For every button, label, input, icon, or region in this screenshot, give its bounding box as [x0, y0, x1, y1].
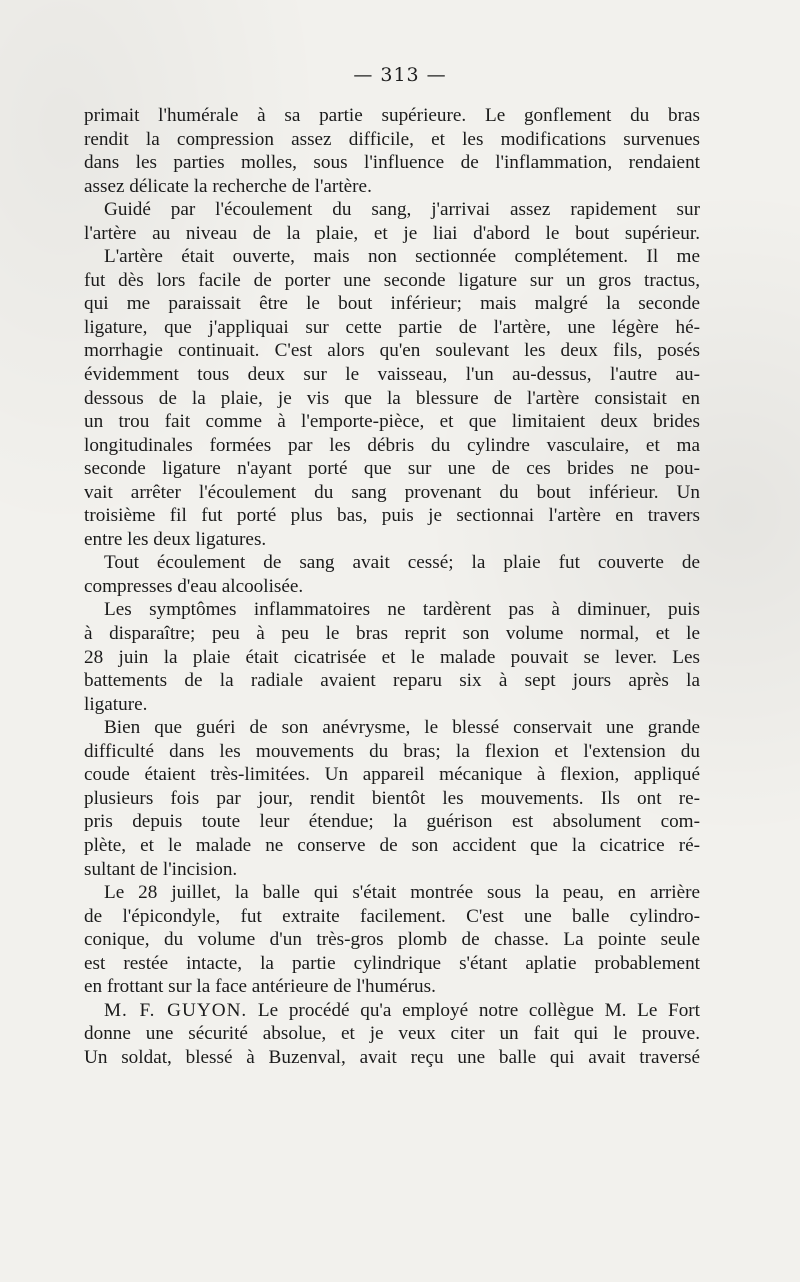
text-line: vait arrêter l'écoulement du sang provenant du bout inférieur. Un [84, 481, 700, 503]
text-line: l'artère au niveau de la plaie, et je liai d'abord le bout supérieur. [84, 222, 700, 244]
page-body-text [84, 104, 700, 1069]
page-number: — 313 — [353, 64, 447, 86]
text-line: à disparaître; peu à peu le bras reprit son volume normal, et le [84, 623, 700, 645]
text-line: Tout écoulement de sang avait cessé; la plaie fut couverte de [104, 552, 700, 574]
text-line: primait l'humérale à sa partie supérieure. Le gonflement du bras [84, 105, 700, 126]
text-line: Bien que guéri de son anévrysme, le blessé conservait une grande [104, 717, 700, 739]
text-line: de l'épicondyle, fut extraite facilement. C'est une balle cylindro- [84, 905, 700, 927]
text-line: Guidé par l'écoulement du sang, j'arrivai assez rapidement sur [104, 199, 700, 221]
text-line: seconde ligature n'ayant porté que sur une de ces brides ne pou- [84, 458, 700, 480]
text-line: est restée intacte, la partie cylindrique s'étant aplatie probablement [84, 952, 700, 974]
text-line: plète, et le malade ne conserve de son accident que la cicatrice ré- [84, 834, 700, 856]
text-line: un trou fait comme à l'emporte-pièce, et que limitaient deux brides [84, 411, 700, 433]
text-line: Le 28 juillet, la balle qui s'était montrée sous la peau, en arrière [104, 882, 700, 904]
text-line: qui me paraissait être le bout inférieur; mais malgré la seconde [84, 293, 700, 315]
text-line: battements de la radiale avaient reparu six à sept jours après la [84, 670, 700, 692]
text-line: fut dès lors facile de porter une seconde ligature sur un gros tractus, [84, 269, 700, 291]
text-line: Un soldat, blessé à Buzenval, avait reçu une balle qui avait traversé [84, 1046, 700, 1068]
text-line: dessous de la plaie, je vis que la blessure de l'artère consistait en [84, 387, 700, 409]
text-line: dans les parties molles, sous l'influence de l'inflammation, rendaient [84, 152, 700, 174]
text-line: assez délicate la recherche de l'artère. [84, 175, 372, 197]
text-line: compresses d'eau alcoolisée. [84, 575, 304, 597]
text-line [84, 999, 700, 1023]
text-line: entre les deux ligatures. [84, 528, 267, 550]
text-line: L'artère était ouverte, mais non sectionnée complétement. Il me [104, 246, 700, 268]
text-line: coude étaient très-limitées. Un appareil mécanique à flexion, appliqué [84, 764, 700, 786]
text-line: en frottant sur la face antérieure de l'humérus. [84, 976, 436, 998]
text-line: rendit la compression assez difficile, et les modifications survenues [84, 128, 700, 150]
text-line: sultant de l'incision. [84, 858, 238, 880]
text-line: 28 juin la plaie était cicatrisée et le malade pouvait se lever. Les [84, 646, 700, 668]
text-line: Les symptômes inflammatoires ne tardèrent pas à diminuer, puis [104, 599, 700, 621]
text-line: plusieurs fois par jour, rendit bientôt les mouvements. Ils ont re- [84, 787, 700, 809]
text-line: conique, du volume d'un très-gros plomb de chasse. La pointe seule [84, 929, 700, 951]
text-line: troisième fil fut porté plus bas, puis je sectionnai l'artère en travers [84, 505, 700, 527]
text-line: longitudinales formées par les débris du cylindre vasculaire, et ma [84, 434, 700, 456]
text-line: évidemment tous deux sur le vaisseau, l'un au-dessus, l'autre au- [84, 364, 700, 386]
text-line: pris depuis toute leur étendue; la guérison est absolument com- [84, 811, 700, 833]
speaker-name: M. F. GUYON. [104, 999, 248, 1021]
text-line: ligature. [84, 693, 148, 715]
text-line: ligature, que j'appliquai sur cette partie de l'artère, une légère hé- [84, 316, 700, 338]
text-line: morrhagie continuait. C'est alors qu'en soulevant les deux fils, posés [84, 340, 700, 362]
text-line: donne une sécurité absolue, et je veux citer un fait qui le prouve. [84, 1023, 700, 1045]
text-line: difficulté dans les mouvements du bras; la flexion et l'extension du [84, 740, 700, 762]
speaker-text: Le procédé qu'a employé notre collègue M. Le Fort [257, 999, 701, 1021]
